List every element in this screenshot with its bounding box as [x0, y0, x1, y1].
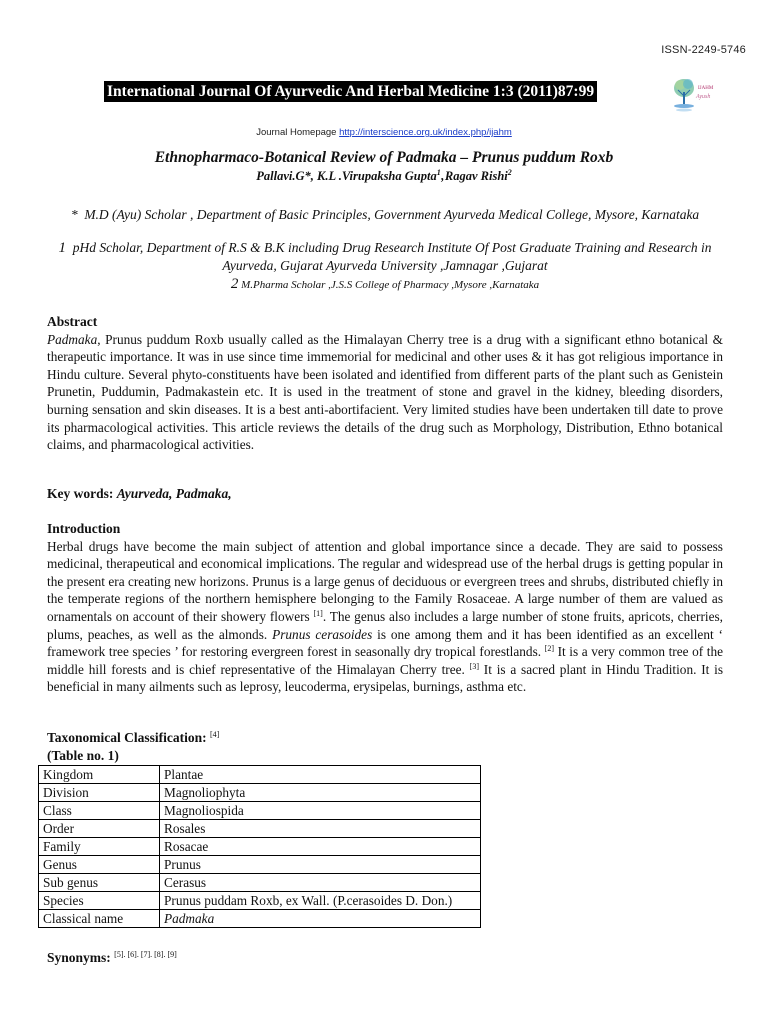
- keywords-line: [47, 485, 723, 503]
- affiliation-text: M.Pharma Scholar ,J.S.S College of Pharmacy ,Mysore ,Karnataka: [241, 279, 540, 291]
- homepage-label: Journal Homepage: [256, 127, 337, 138]
- table-row: [39, 820, 481, 838]
- abstract-section: [47, 313, 723, 454]
- table-cell-value: Prunus puddam Roxb, ex Wall. (P.cerasoides D. Don.): [160, 892, 481, 910]
- table-cell-value: Magnoliospida: [160, 802, 481, 820]
- affiliation-text: pHd Scholar, Department of R.S & B.K including Drug Research Institute Of Post Graduate Training and Research in Ayurveda, Gujarat Ayurveda University ,Jamnagar ,Gujarat: [72, 240, 712, 273]
- table-cell-value: Rosacae: [160, 838, 481, 856]
- abstract-body: [47, 331, 723, 454]
- issn-number: ISSN-2249-5746: [661, 44, 746, 56]
- citation-ref[interactable]: [5]. [6]. [7]. [8]. [9]: [114, 950, 177, 959]
- table-caption: (Table no. 1): [47, 747, 119, 763]
- citation-ref[interactable]: [1]: [313, 608, 323, 618]
- table-cell-rank: Classical name: [39, 910, 160, 928]
- table-cell-value: Rosales: [160, 820, 481, 838]
- table-cell-rank: Sub genus: [39, 874, 160, 892]
- article-title: Ethnopharmaco-Botanical Review of Padmaka – Prunus puddum Roxb: [154, 149, 614, 166]
- table-cell-value: Padmaka: [160, 910, 481, 928]
- table-cell-value: Prunus: [160, 856, 481, 874]
- table-row: [39, 766, 481, 784]
- abstract-lead-term: Padmaka: [47, 331, 98, 347]
- table-row: [39, 784, 481, 802]
- table-cell-rank: Division: [39, 784, 160, 802]
- introduction-heading: Introduction: [47, 521, 121, 536]
- journal-banner-row: [104, 81, 597, 102]
- taxonomy-table: [38, 765, 481, 928]
- table-cell-rank: Class: [39, 802, 160, 820]
- table-cell-rank: Species: [39, 892, 160, 910]
- abstract-text: , Prunus puddum Roxb usually called as the Himalayan Cherry tree is a drug with a significant ethno botanical & therapeutic importance. It was in use since time immemorial for medicinal and other uses & it has got religious importance in Hindu culture. Several phyto-constituents have been isolated and identified from different parts of the plant such as Genistein Prunetin, Puddumin, Padmakastein etc. It is used in the treatment of stone and gravel in the kidney, bleeding disorders, burning sensation and skin diseases. It is a best anti-abortifacient. Very limited studies have been undertaken till date to prove its pharmacological activities. This article reviews the details of the drug such as Morphology, Distribution, Ethno botanical claims, and pharmacological activities.: [47, 331, 723, 453]
- intro-text: Herbal drugs have become the main subject of attention and global importance since a decade. They are said to possess medicinal, therapeutical and economical implications. The regular and widespread use of the herbal drugs is getting popular in the present era creating new horizons. Prunus is a large genus of deciduous or evergreen trees and shrubs, distributed chiefly in the temperate regions of the northern hemisphere belonging to the Family Rosaceae. A large number of them are valued as ornamentals on account of their showery flowers: [47, 538, 723, 624]
- table-cell-rank: Family: [39, 838, 160, 856]
- affiliation-marker: 2: [230, 276, 239, 292]
- table-row: [39, 856, 481, 874]
- abstract-heading: Abstract: [47, 314, 98, 329]
- journal-banner: International Journal Of Ayurvedic And Herbal Medicine 1:3 (2011)87:99: [104, 81, 597, 102]
- svg-text:IJAHM: IJAHM: [698, 86, 714, 91]
- affiliation-3: [40, 276, 730, 294]
- author-separator: ‚: [440, 169, 445, 184]
- author-name: Ragav Rishi: [444, 169, 508, 184]
- citation-ref[interactable]: [2]: [544, 644, 554, 654]
- intro-text: . The genus also includes a large number of stone fruits, apricots, cherries, plums, peaches, as well as the almonds.: [47, 608, 723, 642]
- affiliation-1: [40, 206, 730, 223]
- table-row: [39, 892, 481, 910]
- citation-ref[interactable]: [4]: [210, 730, 220, 739]
- table-row: [39, 802, 481, 820]
- introduction-section: [47, 520, 723, 696]
- table-row: [39, 838, 481, 856]
- intro-text: It is a sacred plant in Hindu Tradition. It is beneficial in many ailments such as leprosy, leucoderma, erysipelas, burnings, asthma etc.: [47, 661, 724, 695]
- synonyms-heading: Synonyms:: [47, 950, 115, 965]
- affiliation-text: M.D (Ayu) Scholar , Department of Basic Principles, Government Ayurveda Medical College, Mysore, Karnataka: [84, 207, 700, 222]
- author-affiliation-marker: 2: [507, 168, 512, 177]
- intro-species-name: Prunus cerasoides: [272, 626, 373, 642]
- synonyms-line: [47, 949, 723, 967]
- table-cell-value: Cerasus: [160, 874, 481, 892]
- introduction-body: [47, 538, 723, 696]
- table-cell-rank: Kingdom: [39, 766, 160, 784]
- table-cell-value: Magnoliophyta: [160, 784, 481, 802]
- affiliation-marker: *: [70, 207, 78, 222]
- intro-text: is one among them and it has been identified as an excellent ‘ framework tree species ’ for restoring evergreen forest in seasonally dry tropical forestlands.: [47, 626, 723, 660]
- author-list: [0, 168, 768, 184]
- table-cell-value: Plantae: [160, 766, 481, 784]
- table-cell-rank: Order: [39, 820, 160, 838]
- keywords-values: Ayurveda, Padmaka,: [116, 486, 232, 501]
- table-row: [39, 874, 481, 892]
- taxonomy-heading: Taxonomical Classification:: [47, 730, 211, 745]
- affiliation-2: [40, 239, 730, 274]
- homepage-link[interactable]: http://interscience.org.uk/index.php/ijahm: [339, 127, 512, 138]
- taxonomy-heading-block: [47, 729, 723, 764]
- intro-text: It is a very common tree of the middle hill forests and is chief representative of the Himalayan Cherry tree.: [47, 644, 723, 677]
- author-name: Pallavi.G*,: [256, 169, 317, 184]
- journal-logo-icon: [672, 74, 732, 116]
- journal-homepage: [0, 127, 768, 138]
- keywords-label: Key words:: [47, 486, 117, 501]
- svg-text:Ayush: Ayush: [696, 94, 711, 100]
- table-cell-rank: Genus: [39, 856, 160, 874]
- author-name: K.L .Virupaksha Gupta: [317, 169, 437, 184]
- table-row: [39, 910, 481, 928]
- affiliation-marker: 1: [58, 240, 67, 256]
- author-affiliation-marker: 1: [436, 168, 441, 177]
- citation-ref[interactable]: [3]: [469, 661, 479, 671]
